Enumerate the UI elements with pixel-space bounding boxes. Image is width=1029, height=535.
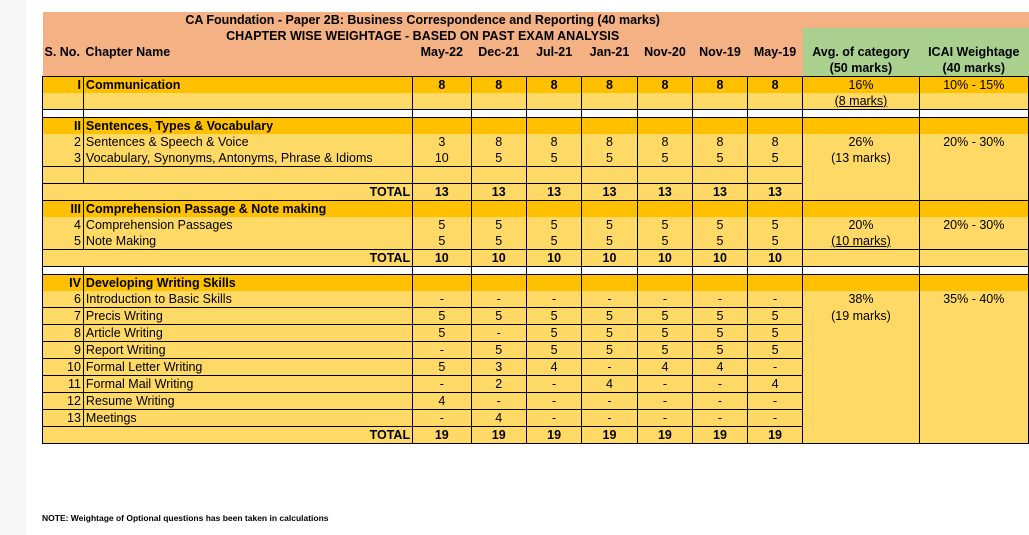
table-row — [43, 291, 1029, 308]
row-number: 12 — [43, 393, 84, 410]
value-cell: 5 — [747, 308, 803, 325]
value-cell: - — [582, 359, 637, 376]
value-cell: - — [582, 291, 637, 308]
chapter-name: Note Making — [83, 233, 412, 250]
value-cell: 8 — [527, 77, 582, 94]
total-cell: 10 — [471, 250, 526, 267]
value-cell: 5 — [471, 217, 526, 233]
avg-marks: (8 marks) — [834, 93, 888, 108]
row-number: 3 — [43, 150, 84, 167]
value-cell: - — [471, 393, 526, 410]
value-cell: 8 — [747, 77, 803, 94]
value-cell: 5 — [693, 217, 748, 233]
total-cell: 13 — [413, 184, 471, 201]
total-cell: 13 — [527, 184, 582, 201]
row-number: 2 — [43, 134, 84, 150]
value-cell: 8 — [527, 134, 582, 150]
chapter-name: Article Writing — [83, 325, 412, 342]
section-roman: IV — [43, 275, 84, 292]
total-row — [43, 427, 1029, 444]
row-number: 11 — [43, 376, 84, 393]
icai-header: ICAI Weightage — [919, 44, 1028, 60]
icai-range: 20% - 30% — [919, 134, 1028, 150]
chapter-name: Resume Writing — [83, 393, 412, 410]
value-cell: - — [582, 410, 637, 427]
value-cell: - — [747, 410, 803, 427]
value-cell: - — [637, 410, 693, 427]
row-number: 5 — [43, 233, 84, 250]
exam-header: May-22 — [413, 44, 471, 60]
section-name: Comprehension Passage & Note making — [83, 201, 412, 218]
total-cell: 19 — [413, 427, 471, 444]
avg-header-sub: (50 marks) — [803, 60, 919, 77]
value-cell: 5 — [582, 308, 637, 325]
value-cell: 8 — [582, 77, 637, 94]
section-name: Developing Writing Skills — [83, 275, 412, 292]
value-cell: 5 — [693, 308, 748, 325]
value-cell: - — [637, 393, 693, 410]
value-cell: 5 — [471, 342, 526, 359]
table-row — [43, 150, 1029, 167]
value-cell: - — [747, 393, 803, 410]
value-cell: 8 — [637, 77, 693, 94]
value-cell: 4 — [471, 410, 526, 427]
exam-header: Nov-20 — [637, 44, 693, 60]
value-cell: 5 — [527, 342, 582, 359]
value-cell: 5 — [413, 217, 471, 233]
value-cell: 2 — [471, 376, 526, 393]
chapter-name: Sentences & Speech & Voice — [83, 134, 412, 150]
total-label: TOTAL — [83, 427, 412, 444]
chapter-name: Vocabulary, Synonyms, Antonyms, Phrase & Idioms — [83, 150, 412, 167]
section-row — [43, 118, 1029, 135]
value-cell: 5 — [747, 217, 803, 233]
value-cell: 5 — [637, 325, 693, 342]
value-cell: - — [747, 359, 803, 376]
row-number: 8 — [43, 325, 84, 342]
value-cell: - — [413, 410, 471, 427]
total-cell: 19 — [582, 427, 637, 444]
value-cell: - — [527, 393, 582, 410]
total-cell: 13 — [747, 184, 803, 201]
avg-marks: (10 marks) — [831, 233, 891, 248]
total-label: TOTAL — [83, 184, 412, 201]
value-cell: - — [413, 342, 471, 359]
table-row — [43, 376, 1029, 393]
value-cell: - — [413, 376, 471, 393]
exam-header: Dec-21 — [471, 44, 526, 60]
value-cell: - — [637, 291, 693, 308]
value-cell: - — [693, 393, 748, 410]
value-cell: - — [747, 291, 803, 308]
spacer-row — [43, 267, 1029, 275]
section-row — [43, 201, 1029, 218]
table-row — [43, 410, 1029, 427]
value-cell: - — [527, 410, 582, 427]
icai-range: 35% - 40% — [919, 291, 1028, 308]
title-row-1 — [43, 12, 1029, 28]
value-cell: 8 — [747, 134, 803, 150]
spacer-row — [43, 110, 1029, 118]
value-cell: 3 — [413, 134, 471, 150]
total-cell: 10 — [413, 250, 471, 267]
value-cell: 4 — [637, 359, 693, 376]
value-cell: 4 — [527, 359, 582, 376]
value-cell: 5 — [413, 325, 471, 342]
column-header-row-2 — [43, 60, 1029, 77]
page — [26, 0, 1029, 535]
table-row — [43, 393, 1029, 410]
value-cell: - — [527, 291, 582, 308]
footnote: NOTE: Weightage of Optional questions has been taken in calculations — [42, 513, 329, 523]
value-cell: 10 — [413, 150, 471, 167]
value-cell: - — [693, 410, 748, 427]
row-number: 6 — [43, 291, 84, 308]
value-cell: - — [637, 376, 693, 393]
chapter-name: Formal Letter Writing — [83, 359, 412, 376]
section-name: Sentences, Types & Vocabulary — [83, 118, 412, 135]
value-cell: - — [693, 291, 748, 308]
value-cell: - — [471, 325, 526, 342]
value-cell: 5 — [527, 217, 582, 233]
blank-row — [43, 167, 1029, 184]
value-cell: 4 — [747, 376, 803, 393]
section-row-sub — [43, 93, 1029, 110]
icai-header-sub: (40 marks) — [919, 60, 1028, 77]
chapter-name: Introduction to Basic Skills — [83, 291, 412, 308]
exam-header: Nov-19 — [693, 44, 748, 60]
value-cell: 8 — [693, 77, 748, 94]
row-number: 10 — [43, 359, 84, 376]
total-cell: 13 — [637, 184, 693, 201]
table-row — [43, 134, 1029, 150]
value-cell: 5 — [527, 233, 582, 250]
value-cell: 8 — [637, 134, 693, 150]
value-cell: 5 — [637, 233, 693, 250]
total-label: TOTAL — [83, 250, 412, 267]
total-row — [43, 184, 1029, 201]
value-cell: 5 — [747, 233, 803, 250]
avg-header: Avg. of category — [803, 44, 919, 60]
value-cell: 5 — [693, 150, 748, 167]
value-cell: 8 — [582, 134, 637, 150]
value-cell: 5 — [693, 233, 748, 250]
exam-header: May-19 — [747, 44, 803, 60]
table-row — [43, 233, 1029, 250]
value-cell: 5 — [413, 233, 471, 250]
value-cell: - — [527, 376, 582, 393]
avg-pct: 16% — [803, 77, 919, 94]
avg-pct: 20% — [803, 217, 919, 233]
row-number: 13 — [43, 410, 84, 427]
value-cell: 5 — [582, 325, 637, 342]
value-cell: 5 — [582, 150, 637, 167]
total-cell: 10 — [693, 250, 748, 267]
value-cell: 5 — [637, 342, 693, 359]
value-cell: 5 — [582, 342, 637, 359]
value-cell: - — [413, 291, 471, 308]
value-cell: 5 — [413, 359, 471, 376]
value-cell: 5 — [527, 150, 582, 167]
row-number: 9 — [43, 342, 84, 359]
total-cell: 10 — [747, 250, 803, 267]
icai-range: 10% - 15% — [919, 77, 1028, 94]
total-cell: 19 — [637, 427, 693, 444]
value-cell: 4 — [693, 359, 748, 376]
total-cell: 13 — [693, 184, 748, 201]
value-cell: 5 — [747, 150, 803, 167]
value-cell: 8 — [471, 134, 526, 150]
exam-header: Jul-21 — [527, 44, 582, 60]
chapter-name: Precis Writing — [83, 308, 412, 325]
section-roman: III — [43, 201, 84, 218]
value-cell: 5 — [527, 325, 582, 342]
sno-header: S. No. — [43, 44, 84, 60]
chapter-name: Meetings — [83, 410, 412, 427]
value-cell: 5 — [527, 308, 582, 325]
table-row — [43, 342, 1029, 359]
value-cell: 8 — [471, 77, 526, 94]
value-cell: 5 — [747, 325, 803, 342]
table-row — [43, 325, 1029, 342]
value-cell: - — [693, 376, 748, 393]
chapter-name: Report Writing — [83, 342, 412, 359]
total-cell: 10 — [637, 250, 693, 267]
section-name: Communication — [83, 77, 412, 94]
value-cell: 5 — [637, 217, 693, 233]
value-cell: - — [582, 393, 637, 410]
value-cell: 4 — [413, 393, 471, 410]
table-row — [43, 359, 1029, 376]
total-cell: 13 — [471, 184, 526, 201]
title-row-2 — [43, 28, 1029, 44]
value-cell: 5 — [471, 308, 526, 325]
total-cell: 19 — [527, 427, 582, 444]
value-cell: 5 — [693, 342, 748, 359]
total-cell: 10 — [527, 250, 582, 267]
value-cell: 5 — [582, 233, 637, 250]
total-cell: 19 — [693, 427, 748, 444]
total-row — [43, 250, 1029, 267]
value-cell: 8 — [413, 77, 471, 94]
icai-range: 20% - 30% — [919, 217, 1028, 233]
row-number: 7 — [43, 308, 84, 325]
value-cell: 5 — [637, 150, 693, 167]
avg-pct: 38% — [803, 291, 919, 308]
avg-pct: 26% — [803, 134, 919, 150]
value-cell: 5 — [582, 217, 637, 233]
value-cell: 5 — [413, 308, 471, 325]
value-cell: 4 — [582, 376, 637, 393]
section-row — [43, 77, 1029, 94]
section-row — [43, 275, 1029, 292]
table-row — [43, 217, 1029, 233]
value-cell: 3 — [471, 359, 526, 376]
exam-header: Jan-21 — [582, 44, 637, 60]
column-header-row — [43, 44, 1029, 60]
total-cell: 10 — [582, 250, 637, 267]
total-cell: 13 — [582, 184, 637, 201]
avg-marks: (13 marks) — [803, 150, 919, 167]
value-cell: 5 — [637, 308, 693, 325]
value-cell: - — [471, 291, 526, 308]
total-cell: 19 — [747, 427, 803, 444]
value-cell: 5 — [471, 233, 526, 250]
section-roman: II — [43, 118, 84, 135]
total-cell: 19 — [471, 427, 526, 444]
value-cell: 8 — [693, 134, 748, 150]
value-cell: 5 — [747, 342, 803, 359]
table-row — [43, 308, 1029, 325]
table-title: CA Foundation - Paper 2B: Business Correspondence and Reporting (40 marks) — [43, 12, 803, 28]
avg-marks: (19 marks) — [803, 308, 919, 325]
chapter-name: Comprehension Passages — [83, 217, 412, 233]
row-number: 4 — [43, 217, 84, 233]
chapter-header: Chapter Name — [83, 44, 412, 60]
table-subtitle: CHAPTER WISE WEIGHTAGE - BASED ON PAST EXAM ANALYSIS — [43, 28, 803, 44]
value-cell: 5 — [693, 325, 748, 342]
chapter-name: Formal Mail Writing — [83, 376, 412, 393]
value-cell: 5 — [471, 150, 526, 167]
section-roman: I — [43, 77, 84, 94]
weightage-table — [42, 12, 1029, 444]
